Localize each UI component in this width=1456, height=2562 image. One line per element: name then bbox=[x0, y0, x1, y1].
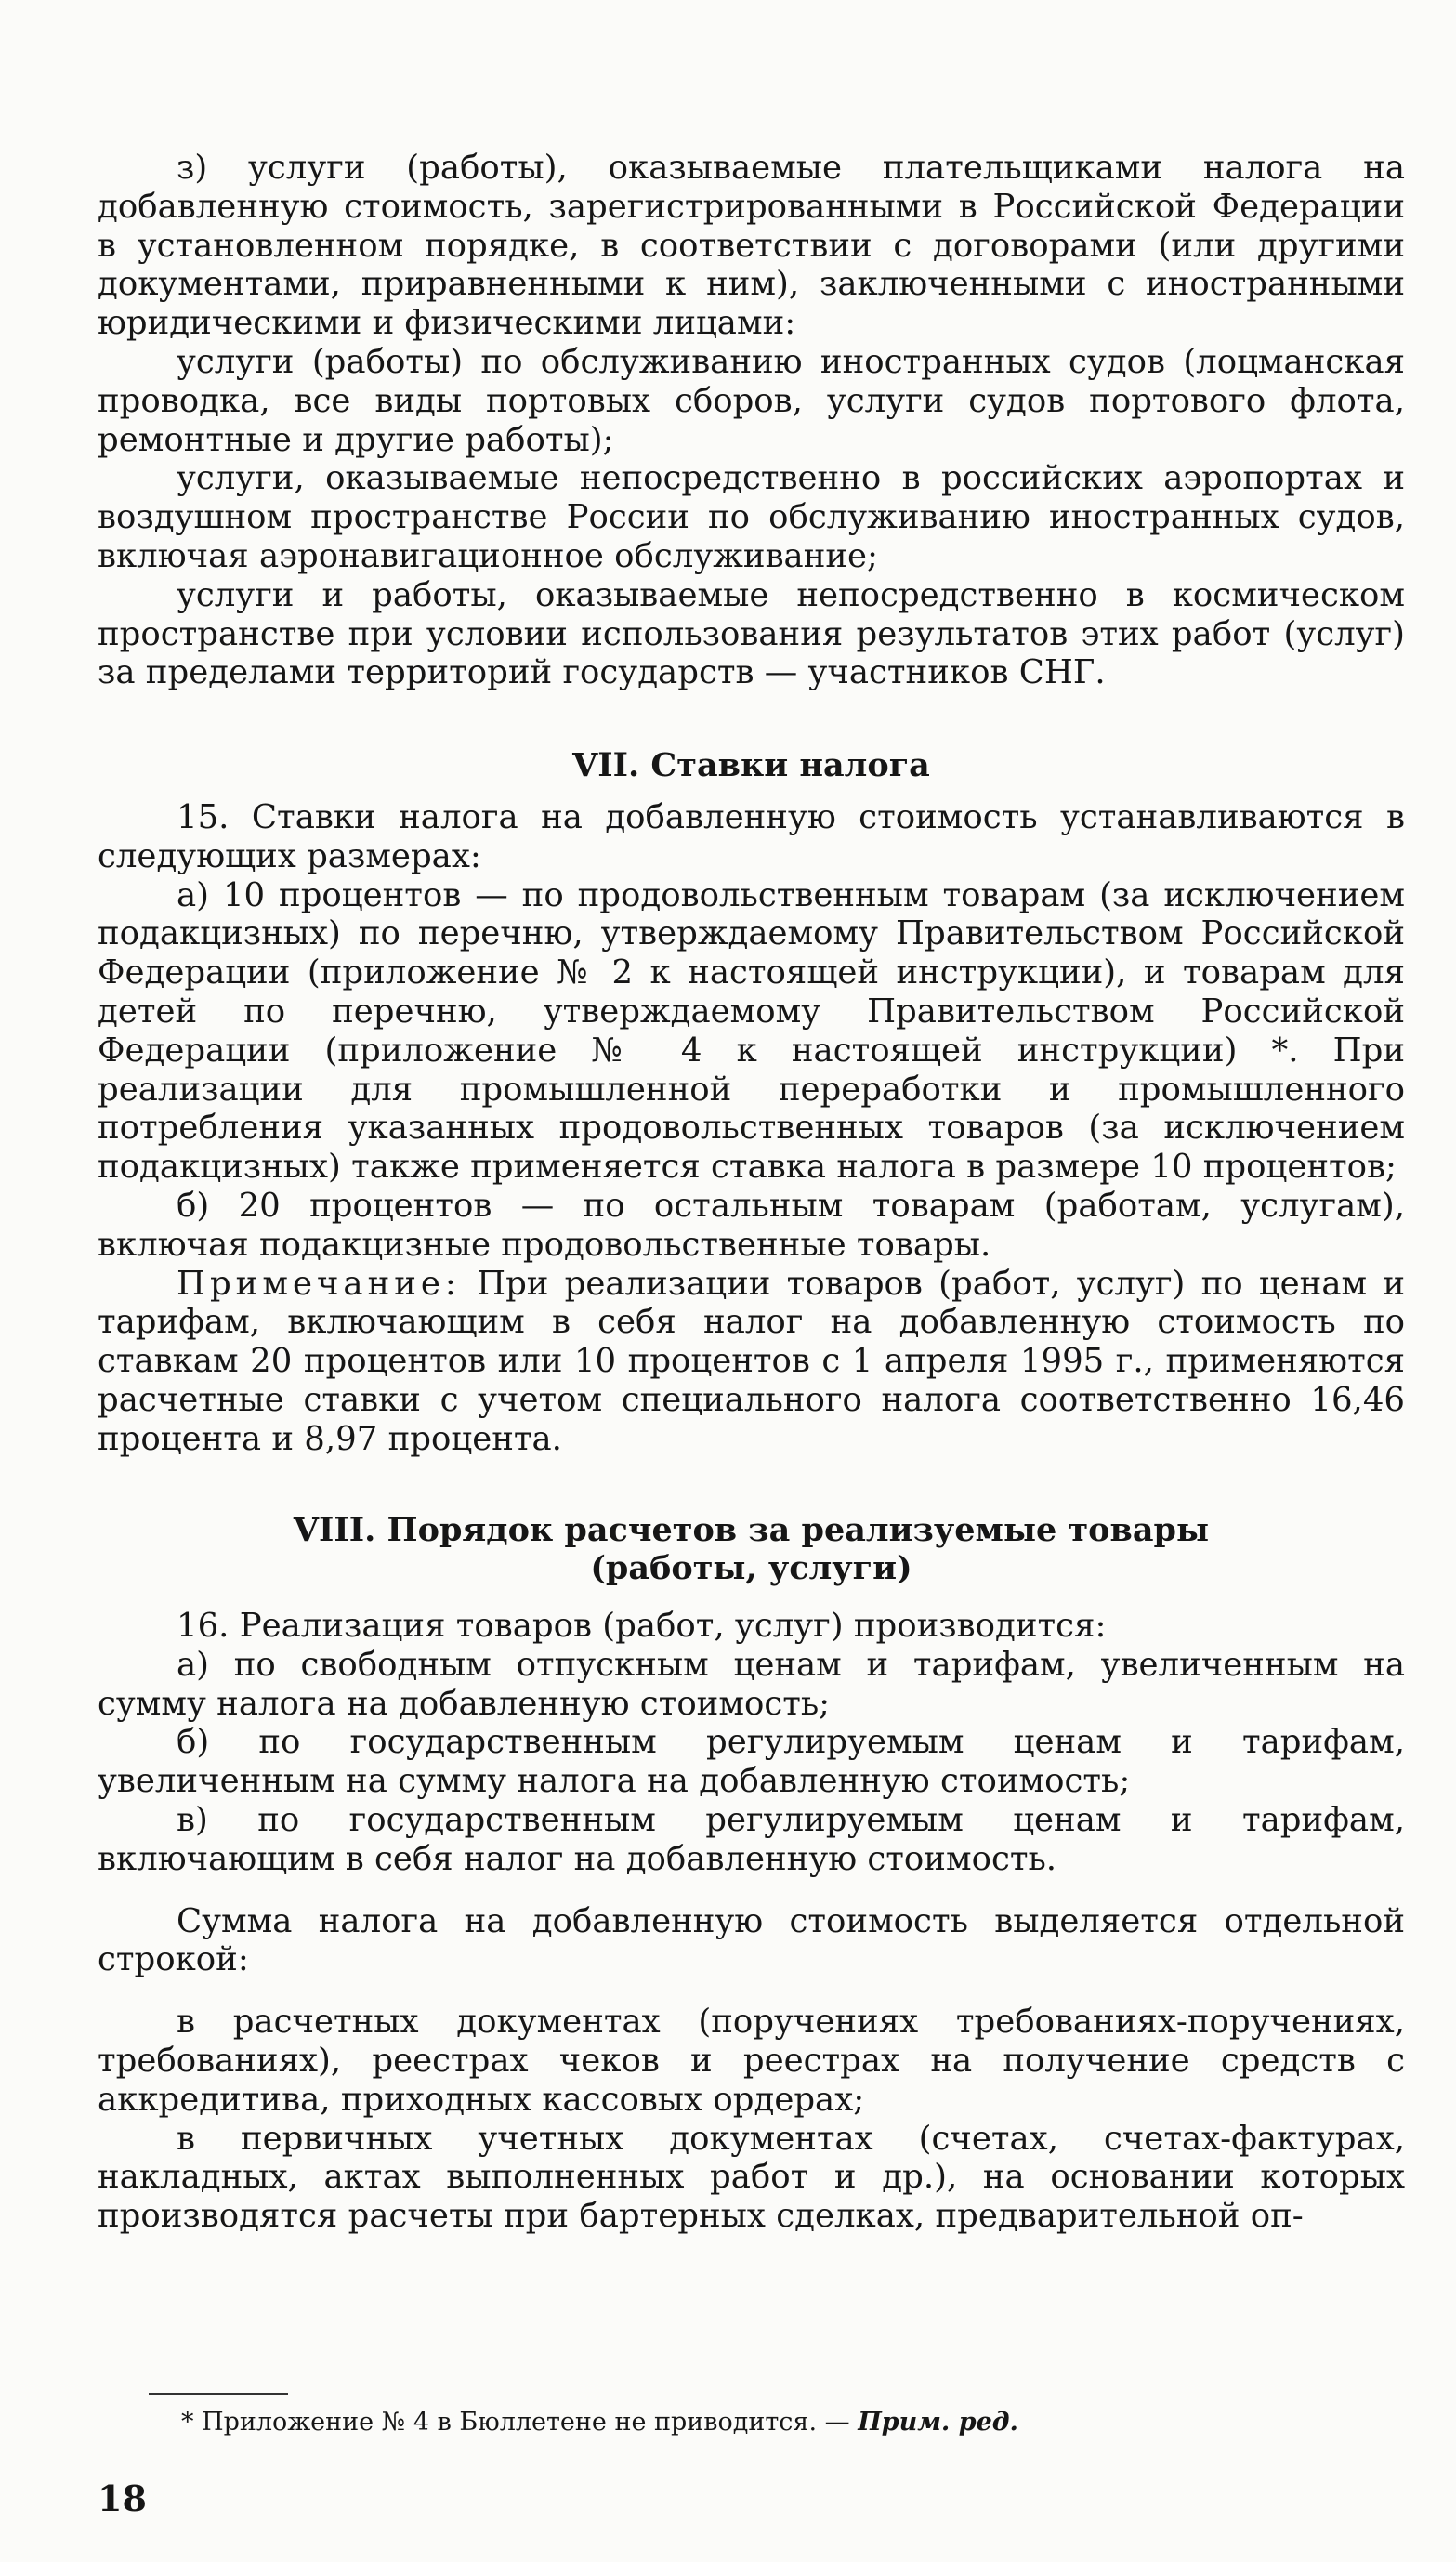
paragraph: в) по государственным регулируемым ценам и тарифам, включающим в себя налог на добавленную стоимость. bbox=[98, 1801, 1405, 1878]
heading-line: VIII. Порядок расчетов за реализуемые товары bbox=[293, 1510, 1210, 1549]
paragraph: услуги, оказываемые непосредственно в российских аэропортах и воздушном пространстве России по обслуживанию иностранных судов, включая аэронавигационное обслуживание; bbox=[98, 459, 1405, 575]
paragraph: а) по свободным отпускным ценам и тарифам, увеличенным на сумму налога на добавленную стоимость; bbox=[98, 1645, 1405, 1723]
paragraph: б) по государственным регулируемым ценам и тарифам, увеличенным на сумму налога на добавленную стоимость; bbox=[98, 1723, 1405, 1801]
note-paragraph bbox=[98, 1265, 1405, 1459]
paragraph: в расчетных документах (поручениях требованиях-поручениях, требованиях), реестрах чеков и реестрах на получение средств с аккредитива, приходных кассовых ордерах; bbox=[98, 2003, 1405, 2119]
paragraph: Сумма налога на добавленную стоимость выделяется отдельной строкой: bbox=[98, 1901, 1405, 1979]
paragraph: услуги (работы) по обслуживанию иностранных судов (лоцманская проводка, все виды портовых сборов, услуги судов портового флота, ремонтные и другие работы); bbox=[98, 342, 1405, 459]
paragraph: 15. Ставки налога на добавленную стоимость устанавливаются в следующих размерах: bbox=[98, 797, 1405, 875]
section-heading: VII. Ставки налога bbox=[572, 746, 930, 785]
paragraph: 16. Реализация товаров (работ, услуг) производится: bbox=[177, 1607, 1107, 1646]
note-text: При реализации товаров (работ, услуг) по ценам и тарифам, включающим в себя налог на добавленную стоимость по ставкам 20 процентов или 10 процентов с 1 апреля 1995 г., применяются расчетные ставки с учетом специального налога соответственно 16,46 процента и 8,97 процента. bbox=[98, 1264, 1405, 1458]
heading-line: (работы, услуги) bbox=[590, 1549, 912, 1588]
footnote-divider bbox=[149, 2393, 288, 2395]
footnote-editor-note: Прим. ред. bbox=[858, 2408, 1018, 2437]
paragraph: а) 10 процентов — по продовольственным товарам (за исключением подакцизных) по перечню, утверждаемому Правительством Российской Федерации (приложение № 2 к настоящей инструкции), и товарам для детей по перечню, утверждаемому Правительством Российской Федерации (приложение № 4 к настоящей инструкции) *. При реализации для промышленной переработки и промышленного потребления указанных продовольственных товаров (за исключением подакцизных) также применяется ставка налога в размере 10 процентов; bbox=[98, 875, 1405, 1187]
note-label: Примечание: bbox=[177, 1264, 461, 1303]
paragraph: з) услуги (работы), оказываемые плательщиками налога на добавленную стоимость, зарегистрированными в Российской Федерации в установленном порядке, в соответствии с договорами (или другими документами, приравненными к ним), заключенными с иностранными юридическими и физическими лицами: bbox=[98, 149, 1405, 343]
footnote-text: * Приложение № 4 в Бюллетене не приводится. — bbox=[181, 2408, 859, 2437]
paragraph: б) 20 процентов — по остальным товарам (работам, услугам), включая подакцизные продовольственные товары. bbox=[98, 1186, 1405, 1264]
paragraph: в первичных учетных документах (счетах, счетах-фактурах, накладных, актах выполненных работ и др.), на основании которых производятся расчеты при бартерных сделках, предварительной оп- bbox=[98, 2119, 1405, 2236]
footnote bbox=[181, 2407, 1018, 2438]
page-number: 18 bbox=[98, 2477, 147, 2519]
paragraph: услуги и работы, оказываемые непосредственно в космическом пространстве при условии использования результатов этих работ (услуг) за пределами территорий государств — участников СНГ. bbox=[98, 575, 1405, 692]
section-heading bbox=[98, 1511, 1405, 1589]
